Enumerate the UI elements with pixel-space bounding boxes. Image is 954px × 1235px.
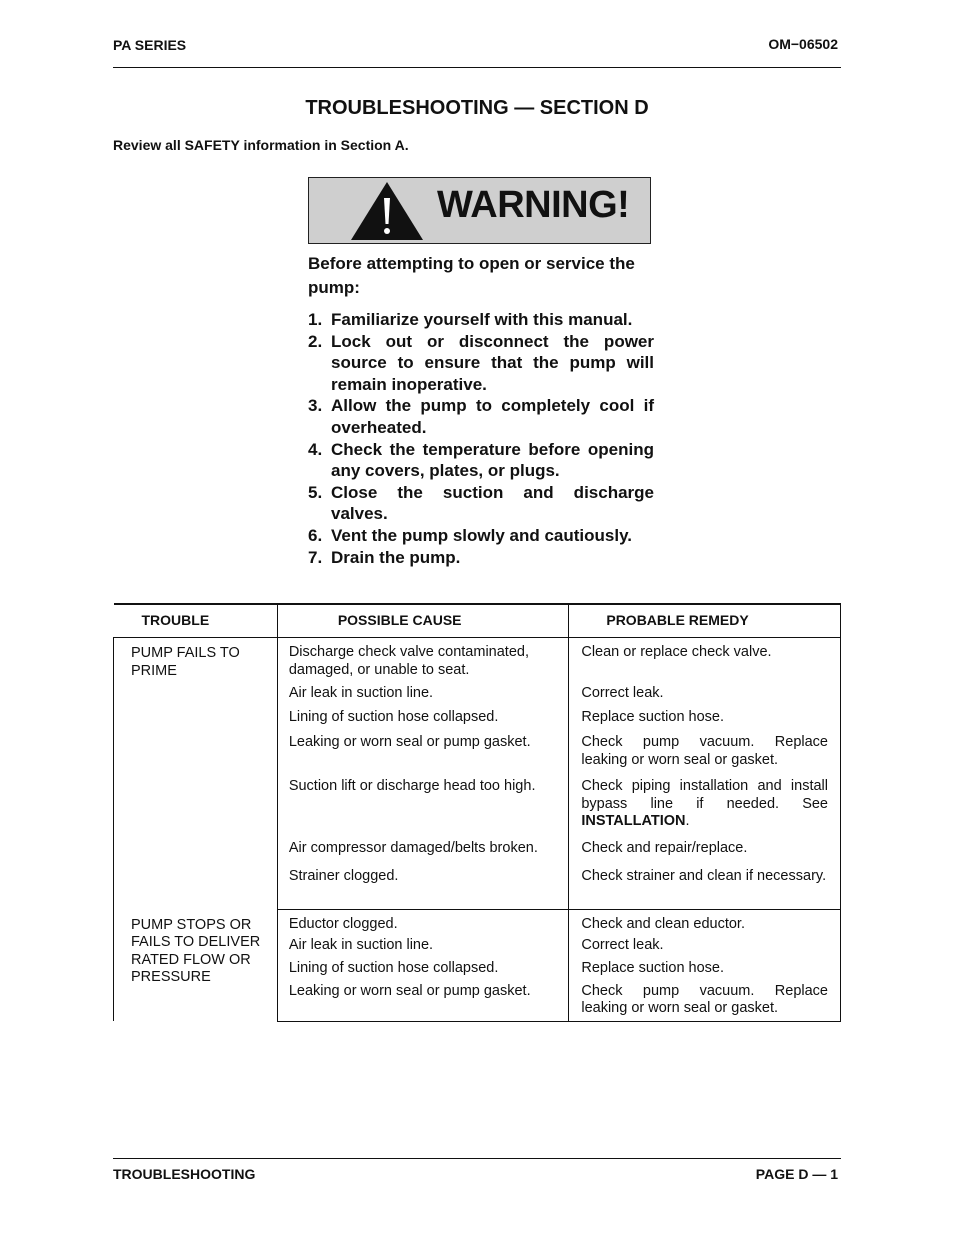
warning-step-number: 5. (308, 482, 323, 502)
warning-step-number: 3. (308, 396, 323, 416)
remedy-cell: Clean or replace check valve. (569, 638, 841, 683)
column-header-remedy: PROBABLE REMEDY (569, 604, 841, 638)
warning-step-number: 2. (308, 331, 323, 351)
warning-steps (308, 309, 654, 568)
header-doc-number: OM−06502 (768, 36, 838, 52)
remedy-cell: Replace suction hose. (569, 706, 841, 731)
remedy-cell: Check and repair/replace. (569, 837, 841, 865)
cause-cell: Air leak in suction line. (288, 685, 434, 701)
warning-triangle-icon (349, 180, 425, 242)
cause-cell: Air leak in suction line. (288, 936, 434, 953)
review-note: Review all SAFETY information in Section A. (113, 137, 409, 153)
section-reference: INSTALLATION (581, 813, 686, 829)
cause-cell: Discharge check valve contaminated, damaged, or unable to seat. (288, 644, 529, 678)
remedy-cell: Check pump vacuum. Replace leaking or worn seal or gasket. (569, 980, 841, 1022)
remedy-punctuation: . (685, 813, 690, 829)
warning-step-text: Drain the pump. (331, 547, 461, 567)
remedy-cell: Check strainer and clean if necessary. (569, 865, 841, 910)
warning-step-text: Familiarize yourself with this manual. (331, 310, 633, 329)
troubleshooting-table (113, 603, 841, 1022)
column-header-trouble: TROUBLE (114, 604, 278, 638)
table-row (114, 910, 841, 934)
cause-cell: Leaking or worn seal or pump gasket. (277, 980, 569, 1022)
column-header-cause: POSSIBLE CAUSE (277, 604, 569, 638)
warning-banner (308, 177, 651, 244)
warning-step-text: Vent the pump slowly and cautiously. (331, 525, 633, 545)
warning-word: WARNING! (437, 184, 630, 226)
warning-step (308, 482, 654, 525)
remedy-cell: Check and clean eductor. (569, 910, 841, 934)
warning-step-number: 1. (308, 310, 323, 329)
remedy-cell: Correct leak. (569, 682, 841, 706)
trouble-cell: PUMP STOPS OR FAILS TO DELIVER RATED FLOW OR PRESSURE (114, 910, 278, 1022)
table-row (114, 638, 841, 683)
cause-cell: Lining of suction hose collapsed. (288, 709, 499, 725)
cause-cell: Suction lift or discharge head too high. (288, 778, 536, 794)
cause-cell: Eductor clogged. (288, 916, 398, 932)
warning-step (308, 309, 654, 331)
warning-step (308, 525, 654, 547)
remedy-cell (569, 775, 841, 837)
cause-cell: Strainer clogged. (277, 865, 569, 910)
remedy-cell: Replace suction hose. (569, 957, 841, 980)
warning-step-number: 4. (308, 439, 323, 459)
remedy-cell: Check pump vacuum. Replace leaking or worn seal or gasket. (569, 731, 841, 775)
header-series: PA SERIES (113, 37, 187, 53)
warning-step-text: Check the temperature before opening any covers, plates, or plugs. (331, 439, 654, 481)
footer-rule (113, 1158, 841, 1159)
page-title: TROUBLESHOOTING — SECTION D (305, 97, 649, 119)
table-body (114, 638, 841, 1022)
trouble-cell: PUMP FAILS TO PRIME (114, 638, 278, 910)
cause-cell: Lining of suction hose collapsed. (288, 959, 499, 976)
remedy-text: Check piping installation and install bypass line if needed. See (581, 778, 828, 812)
footer-section: TROUBLESHOOTING (113, 1166, 256, 1182)
table-header-row (114, 604, 841, 638)
warning-step (308, 547, 654, 569)
warning-intro: Before attempting to open or service the pump: (308, 254, 635, 297)
footer-page-number: PAGE D — 1 (755, 1166, 838, 1182)
warning-step-text: Lock out or disconnect the power source to ensure that the pump will remain inoperative. (331, 331, 654, 394)
warning-step-number: 6. (308, 525, 323, 545)
warning-step (308, 395, 654, 438)
warning-step-number: 7. (308, 547, 323, 567)
cause-cell: Leaking or worn seal or pump gasket. (288, 734, 531, 750)
warning-step (308, 439, 654, 482)
remedy-cell: Correct leak. (569, 934, 841, 957)
header-rule (113, 67, 841, 68)
warning-step-text: Close the suction and discharge valves. (331, 482, 654, 524)
cause-cell: Air compressor damaged/belts broken. (288, 840, 538, 856)
warning-step (308, 331, 654, 396)
warning-step-text: Allow the pump to completely cool if overheated. (331, 396, 654, 437)
